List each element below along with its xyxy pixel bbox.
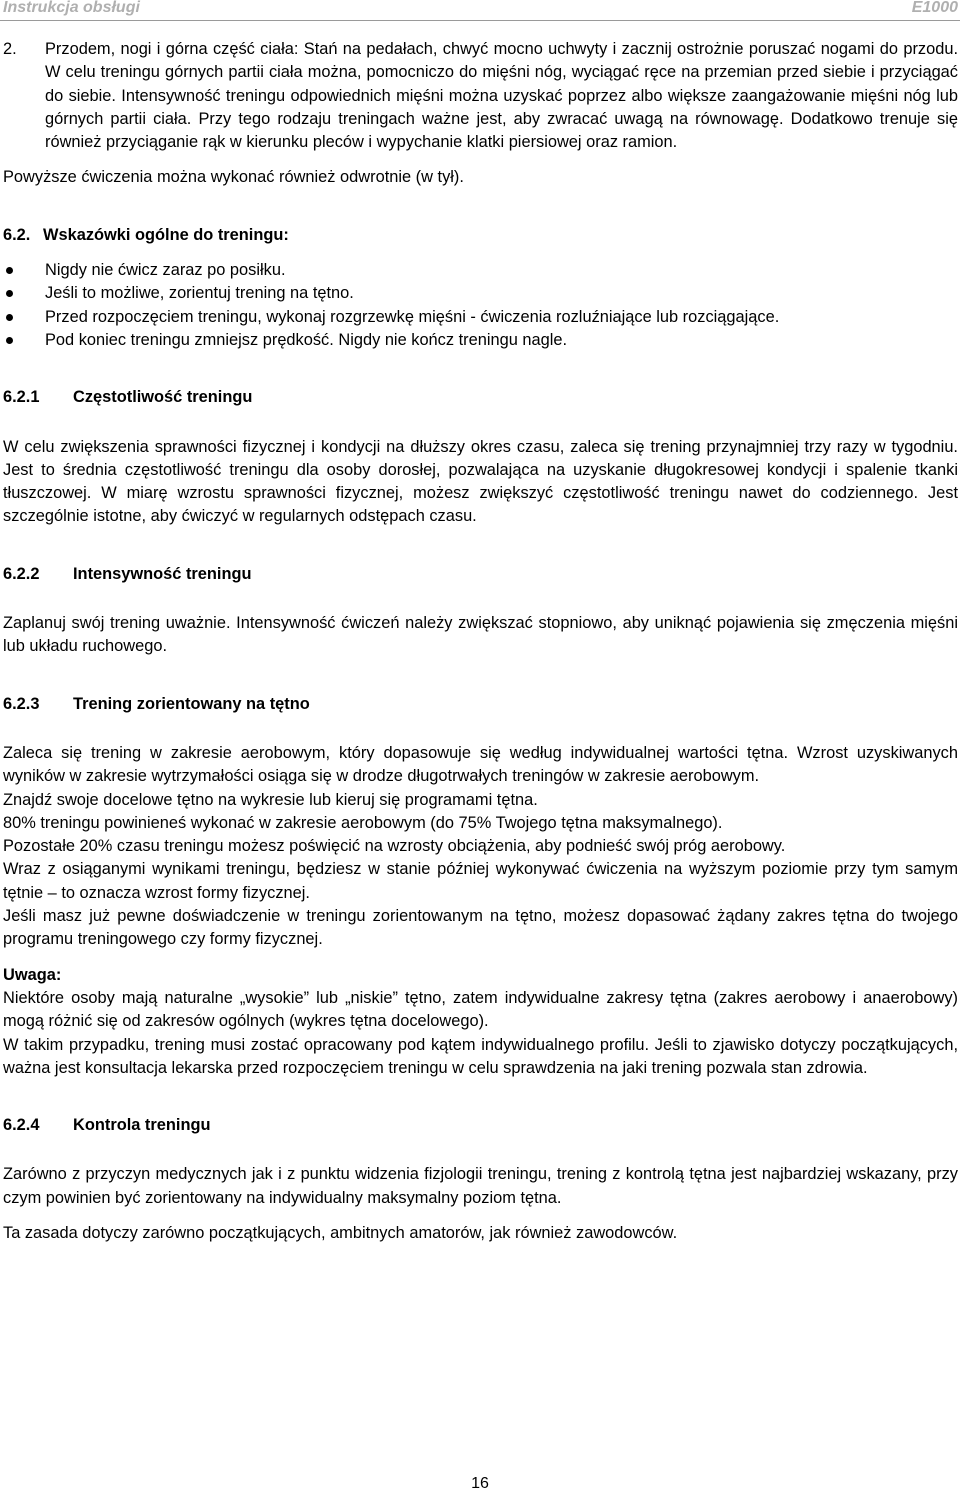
paragraph: Niektóre osoby mają naturalne „wysokie” lub „niskie” tętno, zatem indywidualne zakresy tętna (zakres aerobowy i anaerobowy) mogą różnić się od zakresów ogólnych (wykres tętna docelowego). <box>3 988 958 1031</box>
reverse-note: Powyższe ćwiczenia można wykonać również odwrotnie (w tył). <box>3 168 464 187</box>
section-6-2-heading <box>3 224 958 247</box>
frequency-text: W celu zwiększenia sprawności fizycznej i kondycji na dłuższy okres czasu, zaleca się trening przynajmniej trzy razy w tygodniu. Jest to średnia częstotliwość treningu dla osoby dorosłej, pozwalająca na uzyskanie długokresowej kondycji i spalenie tkanki tłuszczowej. W miarę wzrostu sprawności fizycznej, możesz zwiększyć częstotliwość treningu nawet do codziennego. Jest szczególnie istotne, aby ćwiczyć w regularnych odstępach czasu. <box>3 437 958 526</box>
section-title: Częstotliwość treningu <box>73 388 253 407</box>
document-title: Instrukcja obsługi <box>3 0 140 16</box>
list-item: Przed rozpoczęciem treningu, wykonaj rozgrzewkę mięśni - ćwiczenia rozluźniające lub rozciągające. <box>3 306 958 329</box>
model-name: E1000 <box>911 0 958 16</box>
section-title: Intensywność treningu <box>73 564 252 583</box>
page-header <box>0 0 960 21</box>
section-6-2-4-heading <box>3 1114 958 1137</box>
document-body <box>3 38 958 1245</box>
section-number: 6.2. <box>3 225 31 244</box>
paragraph: Zarówno z przyczyn medycznych jak i z punktu widzenia fizjologii treningu, trening z kontrolą tętna jest najbardziej wskazany, przy czym powinien być zorientowany na indywidualny maksymalny poziom tętna. <box>3 1165 958 1207</box>
paragraph: Zaleca się trening w zakresie aerobowym, który dopasowuje się według indywidualnej wartości tętna. Wzrost uzyskiwanych wyników w zakresie wytrzymałości osiąga się w drodze długotrwałych treningów w zakresie aerobowym. <box>3 743 958 786</box>
section-title: Wskazówki ogólne do treningu: <box>43 225 289 244</box>
list-item: Jeśli to możliwe, zorientuj trening na tętno. <box>3 282 958 305</box>
section-title: Kontrola treningu <box>73 1116 211 1135</box>
section-6-2-2-heading <box>3 563 958 586</box>
tips-list <box>3 259 958 352</box>
paragraph: 80% treningu powinieneś wykonać w zakresie aerobowym (do 75% Twojego tętna maksymalnego). <box>3 813 723 832</box>
note-label: Uwaga: <box>3 965 62 984</box>
section-number: 6.2.4 <box>3 1116 40 1135</box>
section-number: 6.2.2 <box>3 564 40 583</box>
page-number: 16 <box>471 1475 489 1492</box>
paragraph: Znajdź swoje docelowe tętno na wykresie lub kieruj się programami tętna. <box>3 790 538 809</box>
section-title: Trening zorientowany na tętno <box>73 694 310 713</box>
intro-number: 2. <box>3 40 17 58</box>
section-6-2-1-heading <box>3 386 958 409</box>
section-number: 6.2.3 <box>3 694 40 713</box>
intensity-text: Zaplanuj swój trening uważnie. Intensywność ćwiczeń należy zwiększać stopniowo, aby uniknąć pojawienia się zmęczenia mięśni lub układu ruchowego. <box>3 614 958 656</box>
section-6-2-3-heading <box>3 693 958 716</box>
paragraph: Pozostałe 20% czasu treningu możesz poświęcić na wzrosty obciążenia, aby podnieść swój próg aerobowy. <box>3 837 786 856</box>
intro-item <box>3 38 958 154</box>
paragraph: W takim przypadku, trening musi zostać opracowany pod kątem indywidualnego profilu. Jeśli to zjawisko dotyczy początkujących, ważna jest konsultacja lekarska przed rozpoczęciem treningu w celu sprawdzenia na jaki trening pozwala stan zdrowia. <box>3 1035 958 1077</box>
list-item: Nigdy nie ćwicz zaraz po posiłku. <box>3 259 958 282</box>
paragraph: Wraz z osiąganymi wynikami treningu, będziesz w stanie później wykonywać ćwiczenia na wyższym poziomie przy tym samym tętnie – to oznacza wzrost formy fizycznej. <box>3 860 958 902</box>
paragraph: Ta zasada dotyczy zarówno początkujących, ambitnych amatorów, jak również zawodowców. <box>3 1223 678 1242</box>
paragraph: Jeśli masz już pewne doświadczenie w treningu zorientowanym na tętno, możesz dopasować żądany zakres tętna do twojego programu treningowego czy formy fizycznej. <box>3 907 958 949</box>
intro-text: Przodem, nogi i górna część ciała: Stań na pedałach, chwyć mocno uchwyty i zacznij ostrożnie poruszać nogami do przodu. W celu treningu górnych partii ciała można, pomocniczo do mięśni nóg, wyciągać ręce na przemian przed siebie i przyciągać do siebie. Intensywność treningu odpowiednich mięśni można uzyskać poprzez albo większe zaangażowanie mięśni nóg lub górnych partii ciała. Przy tego rodzaju treningach ważne jest, aby zwracać uwagą na równowagę. Dodatkowo trenuje się również przyciąganie rąk w kierunku pleców i wypychanie klatki piersiowej oraz ramion. <box>45 40 958 152</box>
section-number: 6.2.1 <box>3 388 40 407</box>
list-item: Pod koniec treningu zmniejsz prędkość. Nigdy nie kończ treningu nagle. <box>3 329 958 352</box>
